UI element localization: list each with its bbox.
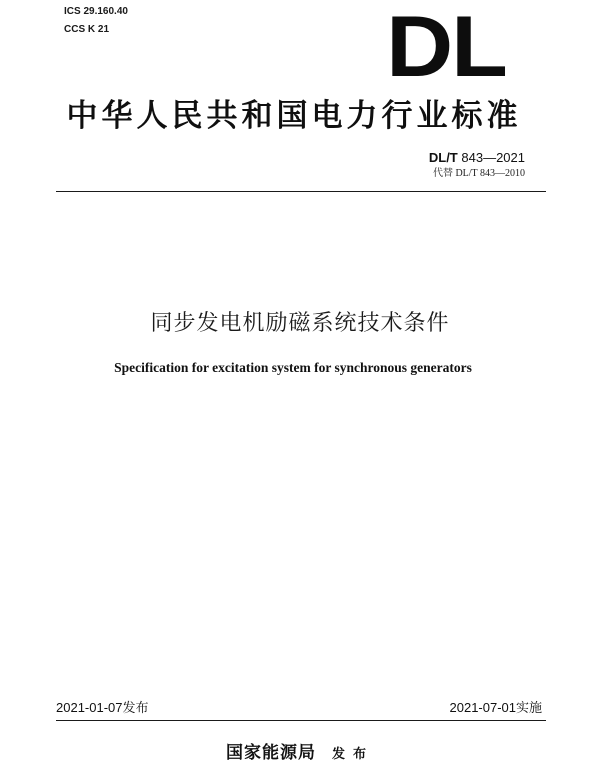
ccs-code: CCS K 21	[64, 24, 110, 35]
issue-date: 2021-01-07发布	[56, 700, 149, 715]
implementation-date: 2021-07-01实施	[449, 700, 542, 715]
document-title-chinese: 同步发电机励磁系统技术条件	[150, 311, 450, 336]
bottom-divider	[56, 720, 546, 721]
dl-logo: DL	[386, 0, 506, 95]
ics-code: ICS 29.160.40	[64, 6, 128, 17]
industry-standard-title: 中华人民共和国电力行业标准	[66, 98, 522, 134]
publisher-name: 国家能源局	[225, 743, 316, 763]
publisher-line	[0, 742, 600, 766]
standard-number	[429, 150, 525, 166]
top-divider	[56, 191, 546, 192]
replaces-standard: 代替 DL/T 843—2010	[432, 168, 525, 179]
standard-code: DL/T	[428, 150, 458, 165]
document-title-english: Specification for excitation system for synchronous generators	[114, 360, 472, 375]
standard-year-number: 843—2021	[461, 150, 525, 165]
publish-label: 发布	[331, 747, 374, 762]
